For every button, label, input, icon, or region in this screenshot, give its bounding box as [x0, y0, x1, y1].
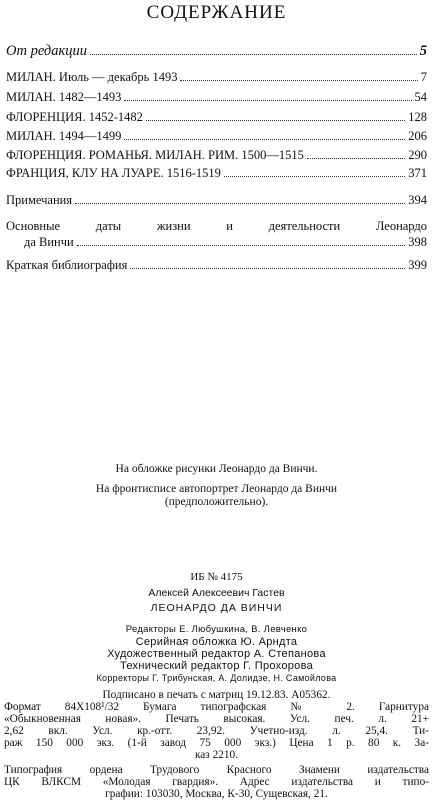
dot-leader [124, 100, 411, 101]
frontispiece-note-continued: (предположительно). [164, 496, 269, 508]
toc-entry [6, 110, 427, 125]
toc-entry [6, 166, 427, 181]
credits-proofreaders: Корректоры Г. Трибунская, А. Долидзе, Н. Самойлова [96, 673, 337, 683]
toc-entry-page: 371 [408, 166, 427, 180]
toc-entry-page: 398 [408, 235, 427, 249]
book-title: ЛЕОНАРДО ДА ВИНЧИ [150, 602, 283, 614]
toc-entry [6, 70, 427, 85]
toc-entry [6, 148, 427, 163]
toc-entry-title: Основные даты жизни и деятельности Леонардо [6, 219, 427, 233]
toc-entry-title: Краткая библиография [6, 258, 128, 272]
toc-entry [6, 218, 427, 250]
toc-entry-page: 5 [419, 43, 427, 59]
toc-entry-title: Примечания [6, 193, 73, 207]
credits-tech-editor: Технический редактор Г. Прохорова [119, 660, 314, 672]
imprint-line: Формат 84Х108¹/32 Бумага типографская № 2. Гарнитура [4, 701, 429, 713]
dot-leader [75, 203, 405, 204]
toc-entry [6, 44, 427, 59]
dot-leader [224, 176, 405, 177]
toc-entry-title-line2: да Винчи [24, 235, 74, 249]
dot-leader [77, 245, 406, 246]
toc-entry [6, 129, 427, 144]
author-name: Алексей Алексеевич Гастев [148, 587, 285, 599]
toc-entry-continuation [6, 234, 427, 250]
toc-entry-page: 399 [408, 258, 427, 272]
frontispiece-note: На фронтисписе автопортрет Леонардо да Винчи [95, 483, 338, 495]
imprint-line: 2,62 вкл. Усл. кр.-отт. 23,92. Учетно-изд. л. 25,4. Ти- [4, 725, 429, 737]
toc-entry-title: ФЛОРЕНЦИЯ. РОМАНЬЯ. МИЛАН. РИМ. 1500—1515 [6, 148, 304, 162]
toc-entry-title: ФЛОРЕНЦИЯ. 1452-1482 [6, 110, 143, 124]
toc-entry-page: 290 [408, 148, 427, 162]
toc-entry-title: ФРАНЦИЯ, КЛУ НА ЛУАРЕ. 1516-1519 [6, 166, 221, 180]
page-title: СОДЕРЖАНИЕ [146, 2, 287, 23]
credits-art-editor: Художественный редактор А. Степанова [107, 648, 326, 660]
printer-line: Типография ордена Трудового Красного Знамени издательства [4, 764, 429, 776]
dot-leader [180, 80, 417, 81]
printer-address: графии: 103030, Москва, К-30, Сущевская, 21. [105, 788, 328, 800]
toc-entry-page: 54 [414, 90, 427, 104]
printer-line: ЦК ВЛКСМ «Молодая гвардия». Адрес издательства и типо- [4, 776, 429, 788]
cover-note: На обложке рисунки Леонардо да Винчи. [115, 463, 318, 475]
toc-entry-page: 394 [408, 193, 427, 207]
toc-entry-page: 7 [420, 70, 427, 84]
toc-entry-title: МИЛАН. 1494—1499 [6, 129, 122, 143]
imprint-line: «Обыкновенная новая». Печать высокая. Усл. печ. л. 21+ [4, 713, 429, 725]
ib-number: ИБ № 4175 [190, 571, 243, 583]
dot-leader [307, 158, 405, 159]
dot-leader [146, 120, 405, 121]
dot-leader [124, 139, 405, 140]
toc-entry-page: 206 [408, 129, 427, 143]
toc-entry [6, 258, 427, 273]
imprint-order: каз 2210. [194, 749, 239, 761]
toc-entry-page: 128 [408, 110, 427, 124]
toc-entry [6, 90, 427, 105]
dot-leader [90, 54, 417, 55]
toc-entry [6, 193, 427, 208]
toc-entry-title: МИЛАН. 1482—1493 [6, 90, 122, 104]
credits-editors: Редакторы Е. Любушкина, В. Левченко [125, 624, 308, 635]
imprint-signed: Подписано в печать с матриц 19.12.83. А05362. [102, 689, 331, 701]
dot-leader [130, 268, 405, 269]
credits-cover: Серийная обложка Ю. Арндта [135, 636, 298, 648]
imprint-line: раж 150 000 экз. (1-й завод 75 000 экз.) Цена 1 р. 80 к. За- [4, 737, 429, 749]
toc-entry-title: МИЛАН. Июль — декабрь 1493 [6, 70, 178, 84]
toc-entry-title: От редакции [6, 43, 88, 59]
